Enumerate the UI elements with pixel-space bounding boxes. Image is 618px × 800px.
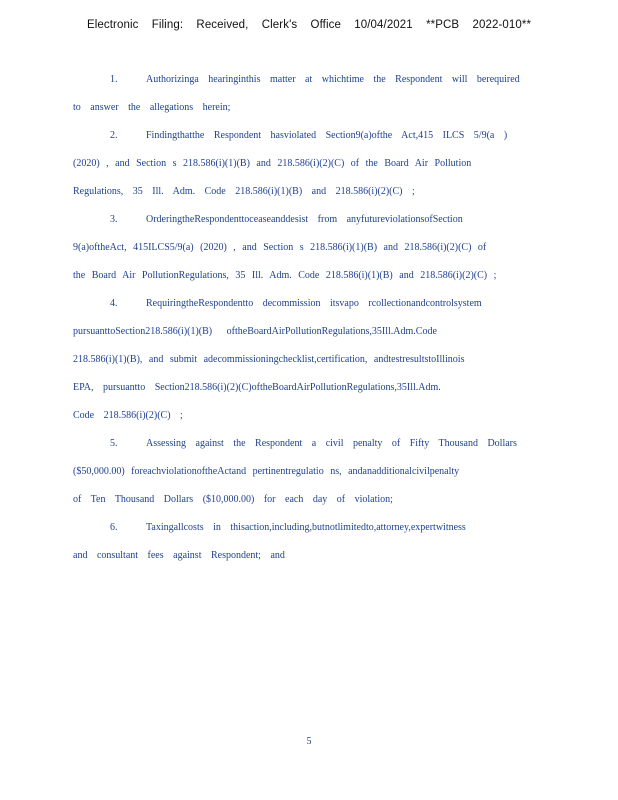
paragraph-line (73, 294, 543, 322)
paragraph-text: ($50,000.00) foreachviolationoftheActand pertinentregulatio ns, andanadditionalcivilpenalty (73, 466, 460, 477)
paragraph-text: 218.586(i)(1)(B), and submit adecommissioningchecklist,certification, andtestresultstoIllinois (73, 354, 465, 365)
paragraph-text: to answer the allegations herein; (73, 102, 231, 113)
document-body (73, 70, 543, 574)
paragraph-line (73, 210, 543, 238)
paragraph-text: (2020) , and Section s 218.586(i)(1)(B) and 218.586(i)(2)(C) of the Board Air Pollution (73, 158, 472, 169)
paragraph-number: 2. (110, 130, 118, 141)
paragraph-line (73, 434, 543, 462)
paragraph-number: 6. (110, 522, 118, 533)
paragraph-line (73, 238, 543, 266)
paragraph-number: 1. (110, 74, 118, 85)
paragraph-line (73, 490, 543, 518)
paragraph-line (73, 406, 543, 434)
paragraph-6 (73, 518, 543, 574)
paragraph-text: Regulations, 35 Ill. Adm. Code 218.586(i)(1)(B) and 218.586(i)(2)(C) ; (73, 186, 415, 197)
paragraph-line (73, 322, 543, 350)
paragraph-line (73, 70, 543, 98)
paragraph-text: and consultant fees against Respondent; and (73, 550, 285, 561)
paragraph-4 (73, 294, 543, 434)
paragraph-1 (73, 70, 543, 126)
paragraph-text: the Board Air PollutionRegulations, 35 Ill. Adm. Code 218.586(i)(1)(B) and 218.586(i)(2)(C) ; (73, 270, 497, 281)
page-number: 5 (306, 736, 312, 747)
paragraph-text: Assessing against the Respondent a civil penalty of Fifty Thousand Dollars (146, 438, 517, 449)
paragraph-line (73, 378, 543, 406)
paragraph-number: 4. (110, 298, 118, 309)
filing-header: Electronic Filing: Received, Clerk's Office 10/04/2021 **PCB 2022-010** (86, 19, 532, 31)
paragraph-text: RequiringtheRespondentto decommission itsvapo rcollectionandcontrolsystem (146, 298, 482, 309)
paragraph-text: Code 218.586(i)(2)(C) ; (73, 410, 183, 421)
paragraph-line (73, 546, 543, 574)
paragraph-line (73, 518, 543, 546)
paragraph-5 (73, 434, 543, 518)
paragraph-line (73, 350, 543, 378)
paragraph-line (73, 154, 543, 182)
paragraph-text: pursuanttoSection218.586(i)(1)(B) oftheBoardAirPollutionRegulations,35Ill.Adm.Code (73, 326, 437, 337)
paragraph-number: 3. (110, 214, 118, 225)
paragraph-text: OrderingtheRespondenttoceaseanddesist from anyfutureviolationsofSection (146, 214, 463, 225)
paragraph-2 (73, 126, 543, 210)
paragraph-text: of Ten Thousand Dollars ($10,000.00) for each day of violation; (73, 494, 393, 505)
paragraph-text: 9(a)oftheAct, 415ILCS5/9(a) (2020) , and Section s 218.586(i)(1)(B) and 218.586(i)(2)(C) of (73, 242, 487, 253)
paragraph-text: EPA, pursuantto Section218.586(i)(2)(C)oftheBoardAirPollutionRegulations,35Ill.Adm. (73, 382, 441, 393)
paragraph-text: Taxingallcosts in thisaction,including,butnotlimitedto,attorney,expertwitness (146, 522, 466, 533)
paragraph-line (73, 98, 543, 126)
paragraph-text: Findingthatthe Respondent hasviolated Section9(a)ofthe Act,415 ILCS 5/9(a ) (146, 130, 508, 141)
paragraph-number: 5. (110, 438, 118, 449)
paragraph-line (73, 126, 543, 154)
paragraph-line (73, 182, 543, 210)
paragraph-text: Authorizinga hearinginthis matter at whichtime the Respondent will berequired (146, 74, 520, 85)
paragraph-3 (73, 210, 543, 294)
paragraph-line (73, 462, 543, 490)
paragraph-line (73, 266, 543, 294)
